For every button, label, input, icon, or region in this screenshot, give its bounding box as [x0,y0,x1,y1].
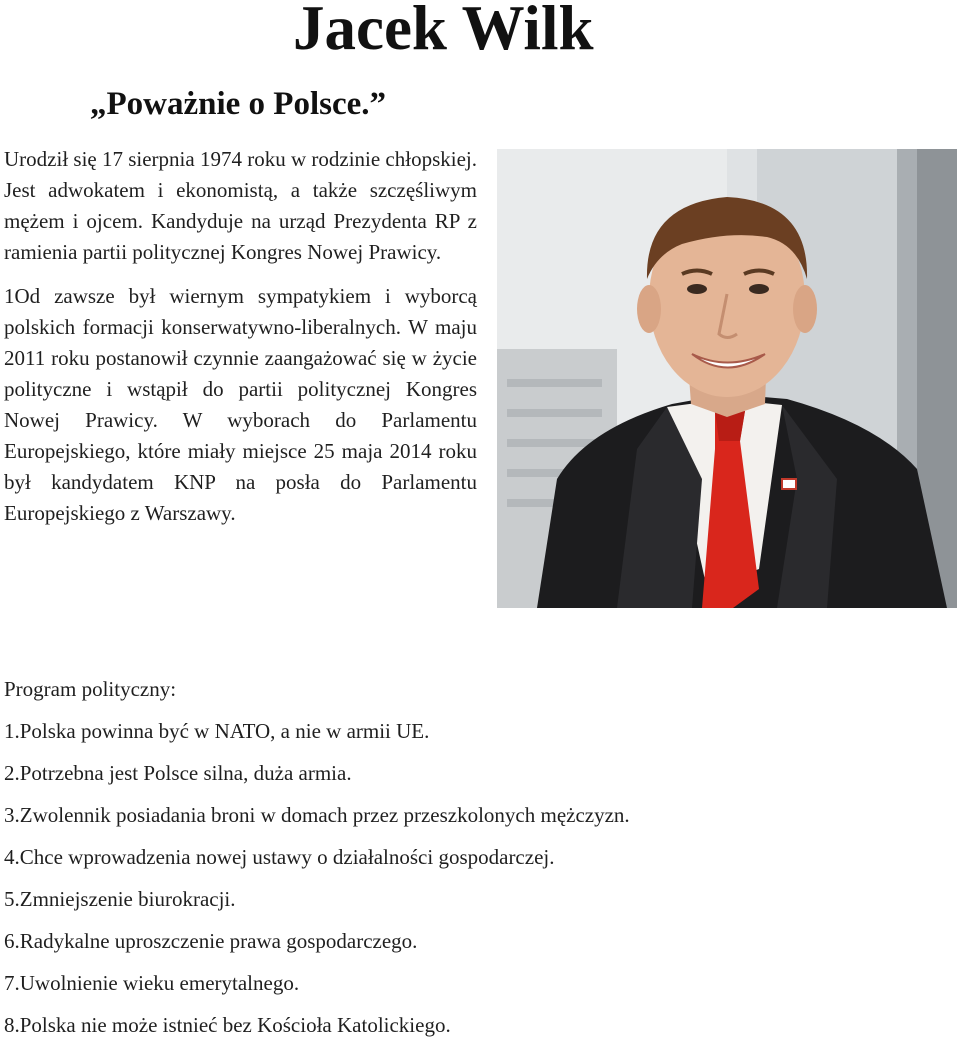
candidate-name: Jacek Wilk [293,0,594,63]
program-item: 7.Uwolnienie wieku emerytalnego. [4,971,300,995]
program-list [4,716,630,1052]
program-item: 1.Polska powinna być w NATO, a nie w armii UE. [4,719,430,743]
bio-paragraph-2: 1Od zawsze był wiernym sympatykiem i wyborcą polskich formacji konserwatywno-liberalnych. W maju 2011 roku postanowił czynnie zaangażować się w życie polityczne i wstąpił do partii politycznej Kongres Nowej Prawicy. W wyborach do Parlamentu Europejskiego, które miały miejsce 25 maja 2014 roku był kandydatem KNP na posła do Parlamentu Europejskiego z Warszawy. [4,284,477,525]
program-title: Program polityczny: [4,677,177,701]
candidate-portrait-photo [497,149,957,608]
program-item: 8.Polska nie może istnieć bez Kościoła Katolickiego. [4,1013,451,1037]
program-item: 2.Potrzebna jest Polsce silna, duża armia. [4,761,352,785]
slogan: „Poważnie o Polsce.” [90,86,387,122]
program-item: 6.Radykalne uproszczenie prawa gospodarczego. [4,929,418,953]
biography [4,144,477,529]
program-item: 4.Chce wprowadzenia nowej ustawy o działalności gospodarczej. [4,845,555,869]
program-item: 3.Zwolennik posiadania broni w domach przez przeszkolonych mężczyzn. [4,803,630,827]
bio-paragraph-1: Urodził się 17 sierpnia 1974 roku w rodzinie chłopskiej. Jest adwokatem i ekonomistą, a także szczęśliwym mężem i ojcem. Kandyduje na urząd Prezydenta RP z ramienia partii politycznej Kongres Nowej Prawicy. [4,147,477,264]
program-item: 5.Zmniejszenie biurokracji. [4,887,236,911]
